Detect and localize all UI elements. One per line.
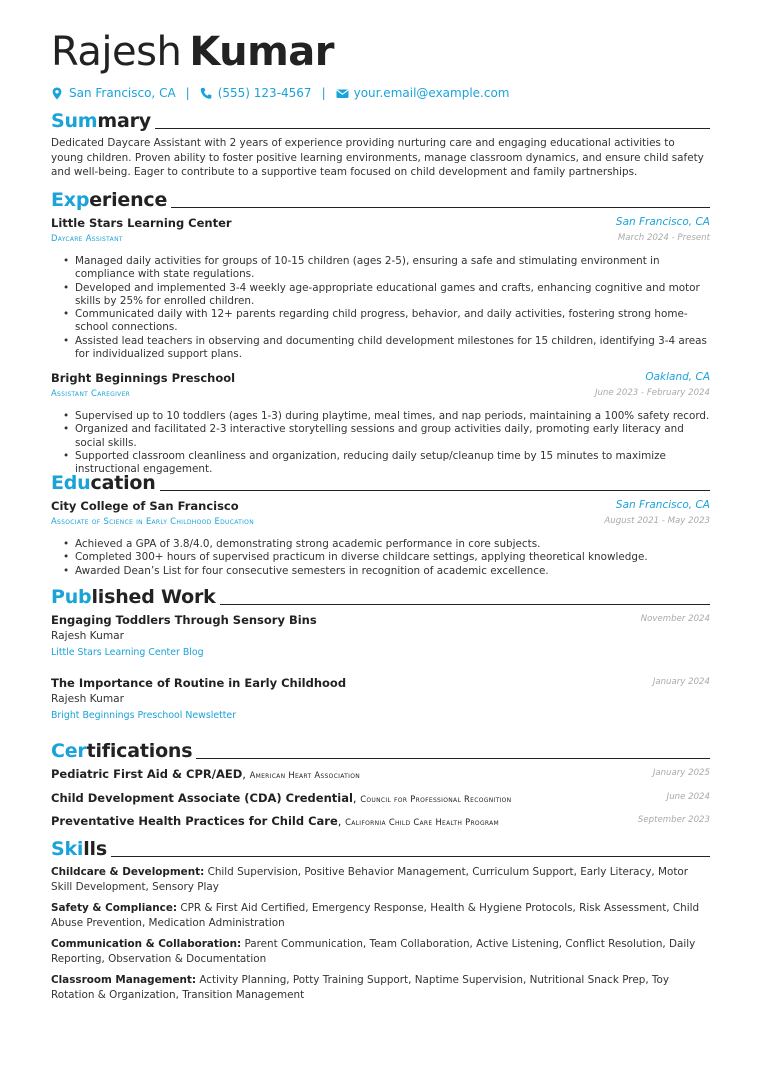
job-employer: Little Stars Learning Center <box>51 216 232 230</box>
experience-heading <box>51 187 710 211</box>
skill-category: Communication & Collaboration: <box>51 938 242 950</box>
skill-category: Classroom Management: <box>51 974 197 986</box>
published-heading <box>51 584 710 608</box>
list-item: • Communicated daily with 12+ parents regarding child progress, behavior, and daily activities, fostering strong home-school connections. <box>63 308 710 335</box>
section-title: Skills <box>51 838 107 860</box>
publication-author: Rajesh Kumar <box>51 630 124 642</box>
certification-name: Preventative Health Practices for Child Care <box>51 814 338 828</box>
first-name: Rajesh <box>51 29 182 75</box>
list-item: • Developed and implemented 3-4 weekly age-appropriate educational games and crafts, enhancing cognitive and motor skills by 25% for enrolled children. <box>63 282 710 309</box>
section-rule <box>160 490 710 491</box>
certification-date: September 2023 <box>637 815 710 825</box>
list-item: • Supported classroom cleanliness and organization, reducing daily setup/cleanup time by 15 minutes to maximize instructional engagement. <box>63 450 710 477</box>
certification-issuer: American Heart Association <box>249 770 361 780</box>
certification-item: Pediatric First Aid & CPR/AED, American Heart Association <box>51 767 361 781</box>
skill-group <box>51 937 710 966</box>
degree: Associate of Science in Early Childhood Education <box>51 516 254 526</box>
job-bullets <box>63 410 710 476</box>
list-item: • Organized and facilitated 2-3 interactive storytelling sessions and group activities daily, promoting early literacy and social skills. <box>63 423 710 450</box>
contact-separator: | <box>321 86 326 100</box>
school-location: San Francisco, CA <box>615 499 710 511</box>
section-rule <box>196 758 710 759</box>
certification-item: Preventative Health Practices for Child Care, California Child Care Health Program <box>51 814 500 828</box>
certification-name: Pediatric First Aid & CPR/AED <box>51 767 243 781</box>
job-employer: Bright Beginnings Preschool <box>51 371 236 385</box>
job-bullets <box>63 255 710 361</box>
summary-heading <box>51 108 710 132</box>
education-heading <box>51 470 710 494</box>
certification-issuer: Council for Professional Recognition <box>360 794 512 804</box>
job-location: Oakland, CA <box>645 371 710 383</box>
skill-group <box>51 865 710 894</box>
job-location: San Francisco, CA <box>615 216 710 228</box>
education-dates: August 2021 - May 2023 <box>604 516 710 526</box>
job-dates: March 2024 - Present <box>617 233 710 243</box>
contact-separator: | <box>185 86 190 100</box>
envelope-icon <box>336 87 348 100</box>
section-rule <box>111 856 710 857</box>
job-role: Daycare Assistant <box>51 233 123 243</box>
publication-venue[interactable]: Bright Beginnings Preschool Newsletter <box>51 710 237 721</box>
section-title: Experience <box>51 189 168 211</box>
contact-line <box>51 85 510 101</box>
last-name: Kumar <box>189 29 335 75</box>
section-rule <box>155 128 710 129</box>
location-text: San Francisco, CA <box>69 86 176 100</box>
skill-list: Child Supervision, Positive Behavior Management, Curriculum Support, Early Literacy, Motor Skill Development, Sensory Play <box>51 866 689 893</box>
email-link[interactable]: your.email@example.com <box>353 86 510 100</box>
list-item: • Achieved a GPA of 3.8/4.0, demonstrating strong academic performance in core subjects. <box>63 538 710 551</box>
skill-list: Parent Communication, Team Collaboration, Active Listening, Conflict Resolution, Daily Reporting, Observation & Documentation <box>51 938 696 965</box>
education-bullets <box>63 538 710 578</box>
publication-date: January 2024 <box>652 677 710 687</box>
section-title: Published Work <box>51 586 216 608</box>
summary-text: Dedicated Daycare Assistant with 2 years of experience providing nurturing care and engaging educational activities to young children. Proven ability to foster positive learning environments, manage classroom dynamics, and ensure child safety and well-being. Eager to contribute to a supportive team focused on child development and family partnerships. <box>51 137 704 178</box>
section-title: Education <box>51 472 156 494</box>
section-rule <box>171 207 710 208</box>
school-name: City College of San Francisco <box>51 499 239 513</box>
certification-date: June 2024 <box>666 792 710 802</box>
phone-link[interactable]: (555) 123-4567 <box>217 86 312 100</box>
list-item: • Supervised up to 10 toddlers (ages 1-3) during playtime, meal times, and nap periods, maintaining a 100% safety record. <box>63 410 710 423</box>
phone-icon <box>200 87 212 100</box>
job-role: Assistant Caregiver <box>51 388 131 398</box>
map-marker-icon <box>51 87 63 100</box>
list-item: • Managed daily activities for groups of 10-15 children (ages 2-5), ensuring a safe and stimulating environment in compliance with state regulations. <box>63 255 710 282</box>
job-dates: June 2023 - February 2024 <box>594 388 710 398</box>
certification-issuer: California Child Care Health Program <box>345 817 500 827</box>
certification-name: Child Development Associate (CDA) Credential <box>51 791 353 805</box>
section-title: Summary <box>51 110 151 132</box>
list-item: • Awarded Dean’s List for four consecutive semesters in recognition of academic excellence. <box>63 565 710 578</box>
skill-list: Activity Planning, Potty Training Support, Naptime Supervision, Nutritional Snack Prep, Toy Rotation & Organization, Transition Management <box>51 974 670 1001</box>
publication-title: The Importance of Routine in Early Childhood <box>51 676 347 690</box>
skill-category: Safety & Compliance: <box>51 902 178 914</box>
publication-date: November 2024 <box>640 614 710 624</box>
section-rule <box>220 604 710 605</box>
candidate-name <box>51 29 334 75</box>
publication-venue[interactable]: Little Stars Learning Center Blog <box>51 647 204 658</box>
skill-group <box>51 973 710 1002</box>
publication-author: Rajesh Kumar <box>51 693 124 705</box>
section-title: Certifications <box>51 740 193 762</box>
publication-title: Engaging Toddlers Through Sensory Bins <box>51 613 317 627</box>
list-item: • Assisted lead teachers in observing and documenting child development milestones for 15 children, identifying 3-4 areas for individualized support plans. <box>63 335 710 362</box>
list-item: • Completed 300+ hours of supervised practicum in diverse childcare settings, applying theoretical knowledge. <box>63 551 710 564</box>
skill-group <box>51 901 710 930</box>
skills-heading <box>51 836 710 860</box>
skill-category: Childcare & Development: <box>51 866 205 878</box>
certification-item: Child Development Associate (CDA) Credential, Council for Professional Recognition <box>51 791 512 805</box>
certifications-heading <box>51 738 710 762</box>
certification-date: January 2025 <box>652 768 710 778</box>
skill-list: CPR & First Aid Certified, Emergency Response, Health & Hygiene Protocols, Risk Assessment, Child Abuse Prevention, Medication Administration <box>51 902 700 929</box>
